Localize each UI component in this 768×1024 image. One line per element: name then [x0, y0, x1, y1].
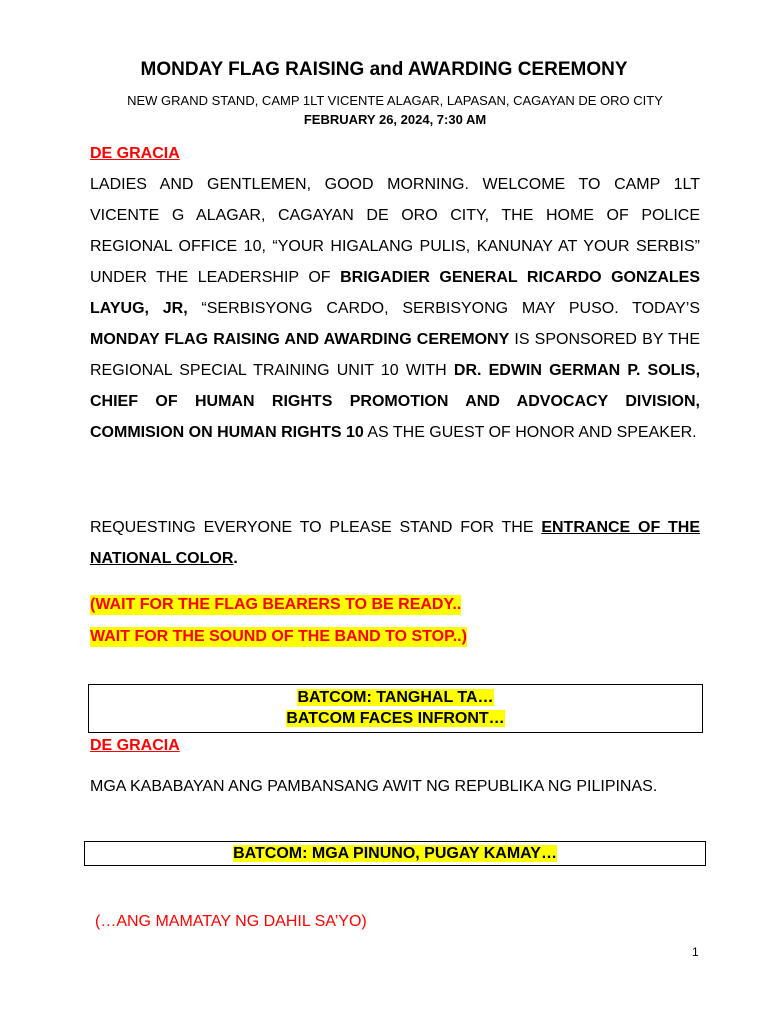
- anthem-paragraph: MGA KABABAYAN ANG PAMBANSANG AWIT NG REPUBLIKA NG PILIPINAS.: [90, 778, 658, 795]
- anthem-closing-cue: (…ANG MAMATAY NG DAHIL SA’YO): [95, 913, 367, 930]
- speaker-label: DE GRACIA: [90, 145, 180, 162]
- commander-name: BRIGADIER GENERAL RICARDO GONZALES LAYUG, JR,: [90, 269, 701, 317]
- venue-line: NEW GRAND STAND, CAMP 1LT VICENTE ALAGAR, LAPASAN, CAGAYAN DE ORO CITY: [127, 93, 663, 108]
- paragraph-text: IS SPONSORED BY THE REGIONAL SPECIAL TRAINING UNIT 10 WITH: [90, 331, 700, 379]
- stand-request-paragraph: [90, 512, 700, 574]
- event-name: MONDAY FLAG RAISING AND AWARDING CEREMONY: [90, 331, 510, 348]
- batcom-command-box: [84, 841, 706, 866]
- document-title: MONDAY FLAG RAISING and AWARDING CEREMONY: [140, 59, 628, 80]
- paragraph-text: AS THE GUEST OF HONOR AND SPEAKER.: [363, 424, 697, 441]
- date-line: FEBRUARY 26, 2024, 7:30 AM: [303, 112, 487, 127]
- entrance-of-colors: ENTRANCE OF THE NATIONAL COLOR: [90, 519, 701, 567]
- batcom-command-box: [88, 684, 703, 733]
- page-number: 1: [692, 945, 699, 959]
- guest-of-honor: DR. EDWIN GERMAN P. SOLIS, CHIEF OF HUMAN RIGHTS PROMOTION AND ADVOCACY DIVISION, COMMISION ON HUMAN RIGHTS 10: [90, 362, 701, 441]
- stage-instruction: (WAIT FOR THE FLAG BEARERS TO BE READY..: [90, 596, 462, 613]
- stage-instruction: WAIT FOR THE SOUND OF THE BAND TO STOP..): [90, 628, 467, 645]
- batcom-command: BATCOM: MGA PINUNO, PUGAY KAMAY…: [233, 845, 557, 862]
- paragraph-text: “SERBISYONG CARDO, SERBISYONG MAY PUSO. TODAY’S: [187, 300, 700, 317]
- paragraph-period: .: [233, 550, 238, 567]
- paragraph-text: LADIES AND GENTLEMEN, GOOD MORNING. WELCOME TO CAMP 1LT VICENTE G ALAGAR, CAGAYAN DE ORO CITY, THE HOME OF POLICE REGIONAL OFFICE 10, “YOUR HIGALANG PULIS, KANUNAY AT YOUR SERBIS” UNDER THE LEADERSHIP OF: [90, 176, 700, 286]
- welcome-paragraph: [90, 169, 700, 448]
- batcom-command: BATCOM: TANGHAL TA…: [297, 689, 494, 706]
- batcom-command: BATCOM FACES INFRONT…: [286, 710, 505, 727]
- speaker-label: DE GRACIA: [90, 737, 180, 754]
- paragraph-text: REQUESTING EVERYONE TO PLEASE STAND FOR THE: [90, 519, 542, 536]
